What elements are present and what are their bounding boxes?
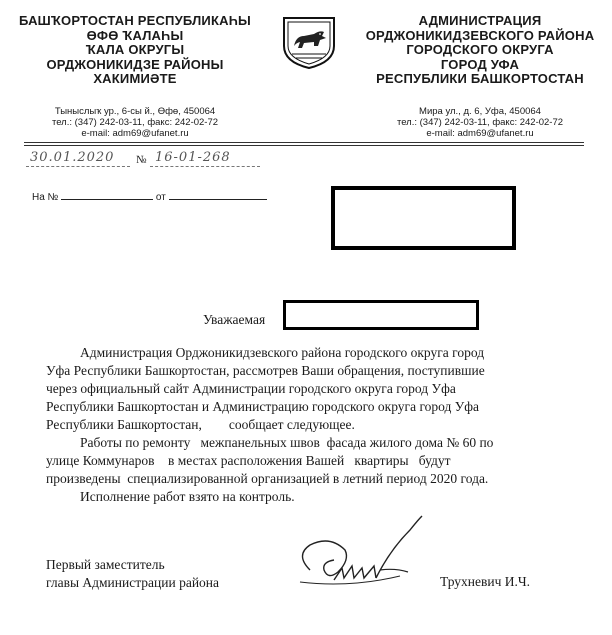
- header-right-line: ОРДЖОНИКИДЗЕВСКОГО РАЙОНА: [365, 27, 595, 43]
- body-line: Администрация Орджоникидзевского района городского округа город: [80, 345, 485, 360]
- body-line: Уфа Республики Башкортостан, рассмотрев Ваши обращения, поступившие: [46, 363, 485, 378]
- address-line: Тыныслыҡ ур., 6-сы й., Өфө, 450064: [54, 106, 216, 117]
- signer-name: Трухневич И.Ч.: [440, 574, 531, 589]
- reference-number-blank: [61, 190, 153, 200]
- header-left-line: ӨФӨ ҠАЛАҺЫ: [86, 27, 184, 43]
- redacted-addressee: [331, 186, 516, 250]
- signer-title: [46, 556, 219, 592]
- header-left-line: ҠАЛА ОКРУГЫ: [85, 42, 185, 57]
- body-line: Работы по ремонту межпанельных швов фасада жилого дома № 60 по: [80, 435, 494, 450]
- header-right-line: РЕСПУБЛИКИ БАШКОРТОСТАН: [376, 71, 584, 86]
- phone-line: тел.: (347) 242-03-11, факс: 242-02-72: [51, 117, 219, 128]
- header-left-line: ОРДЖОНИКИДЗЕ РАЙОНЫ: [46, 56, 224, 72]
- reference-date-label: от: [155, 192, 166, 203]
- body-line: Исполнение работ взято на контроль.: [80, 489, 295, 504]
- phone-line: тел.: (347) 242-03-11, факс: 242-02-72: [396, 117, 564, 128]
- header-left-org-name: [4, 14, 266, 87]
- header-right-org-name: [352, 14, 608, 87]
- header-left-address: [4, 106, 266, 139]
- registration-number: 16-01-268: [155, 150, 231, 165]
- body-line: произведены специализированной организацией в летний период 2020 года.: [46, 471, 489, 486]
- city-emblem-icon: [280, 16, 338, 70]
- number-underline: [150, 166, 260, 167]
- header-right-line: ГОРОДСКОГО ОКРУГА: [406, 42, 554, 57]
- greeting: Уважаемая: [203, 312, 266, 327]
- header-left-line: ХАКИМИӘТЕ: [93, 71, 177, 86]
- header-right-line: АДМИНИСТРАЦИЯ: [418, 13, 542, 28]
- body-line: улице Коммунаров в местах расположения Вашей квартиры будут: [46, 453, 451, 468]
- registration-date: 30.01.2020: [30, 150, 115, 165]
- redacted-name: [283, 300, 479, 330]
- header-divider: [24, 145, 584, 146]
- date-underline: [26, 166, 130, 167]
- body-line: через официальный сайт Администрации городского округа город Уфа: [46, 381, 456, 396]
- header-right-line: ГОРОД УФА: [440, 56, 520, 72]
- header-right-address: [352, 106, 608, 139]
- header-divider: [24, 142, 584, 143]
- signer-title-line: главы Администрации района: [46, 575, 220, 590]
- handwritten-signature-icon: [290, 510, 440, 610]
- reference-date-blank: [169, 190, 267, 200]
- body-line: Республики Башкортостан и Администрацию городского округа город Уфа: [46, 399, 480, 414]
- reference-line: [32, 190, 267, 203]
- header-left-line: БАШҠОРТОСТАН РЕСПУБЛИКАҺЫ: [19, 13, 251, 28]
- email-line: e-mail: adm69@ufanet.ru: [426, 128, 534, 139]
- email-line: e-mail: adm69@ufanet.ru: [81, 128, 189, 139]
- reference-number-label: На №: [32, 192, 59, 203]
- registration-number-label: №: [136, 154, 147, 166]
- body-line: Республики Башкортостан, сообщает следующее.: [46, 417, 355, 432]
- address-line: Мира ул., д. 6, Уфа, 450064: [419, 106, 541, 117]
- signer-title-line: Первый заместитель: [46, 557, 165, 572]
